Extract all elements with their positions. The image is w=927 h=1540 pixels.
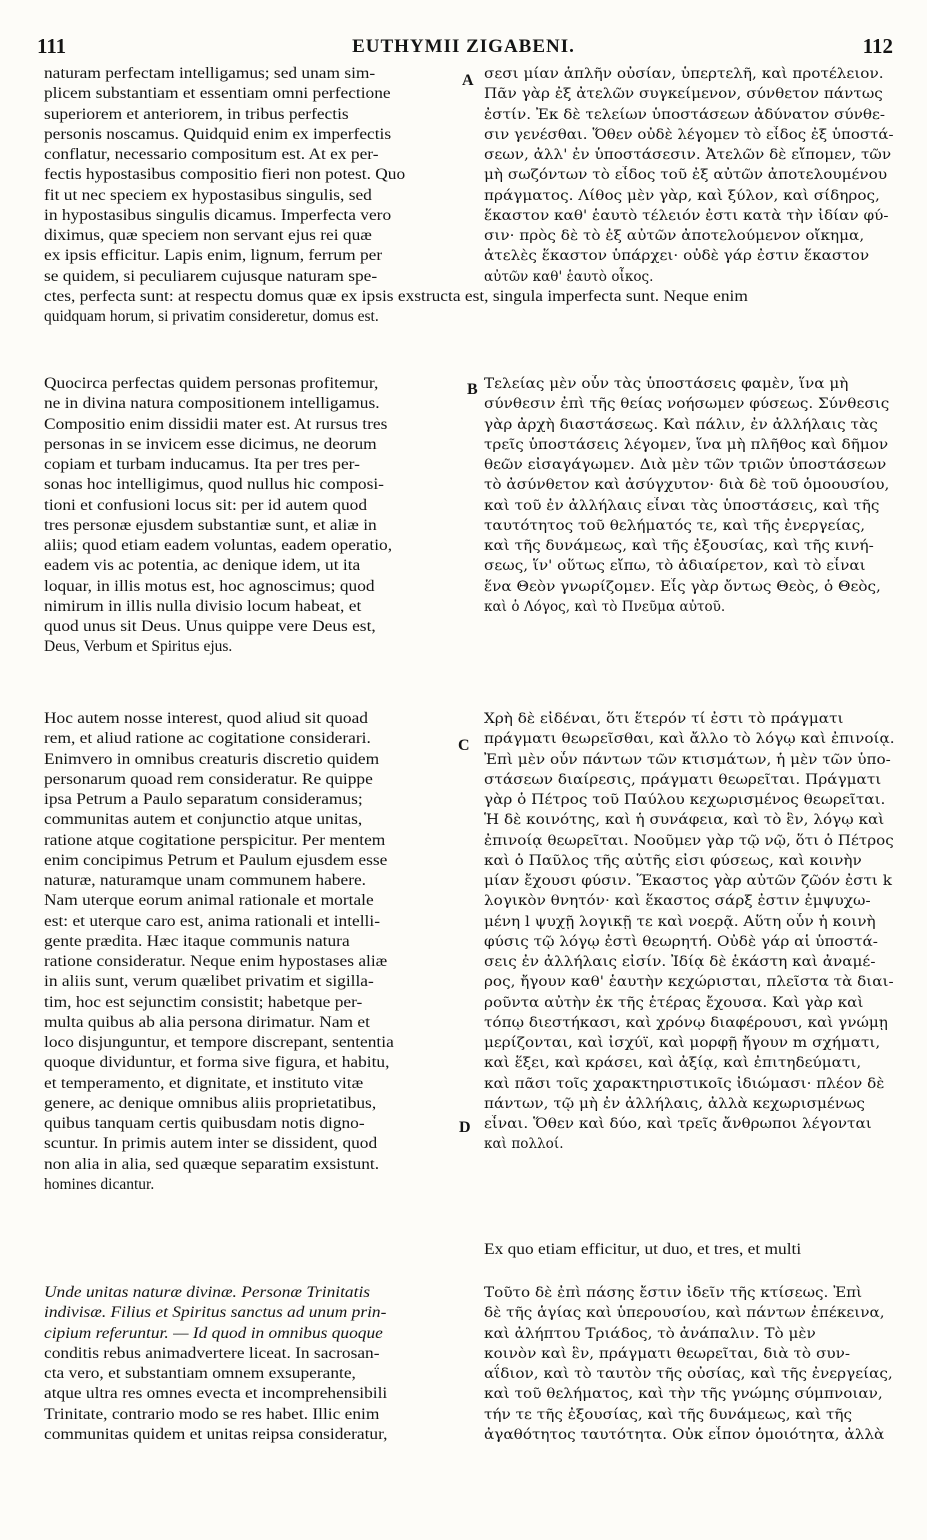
greek-line: καὶ τῆς δυνάμεως, καὶ τῆς ἐξουσίας, καὶ τῆς κινή- (484, 538, 874, 554)
latin-line: sonas hoc intelligimus, quod nullus hic composi- (44, 476, 384, 494)
greek-line: τρεῖς ὑποστάσεις λέγομεν, ἵνα μὴ πλῆθος καὶ δῆμον (484, 436, 889, 453)
greek-line: ρος, ἤγουν καθ' ἑαυτὴν κεχώρισται, πλεῖστα τὰ διαι- (484, 974, 894, 991)
latin-line: conditis rebus animadvertere liceat. In sacrosan- (44, 1344, 380, 1362)
greek-line: αΐδιον, καὶ τὸ ταυτὸν τῆς οὐσίας, καὶ τῆς ἐνεργείας, (484, 1366, 893, 1382)
greek-line: καὶ τοῦ θελήματος, καὶ τὴν τῆς γνώμης σύμπνοιαν, (484, 1386, 883, 1403)
latin-line: ex ipsis efficitur. Lapis enim, lignum, ferrum per (44, 247, 383, 265)
greek-line: ταυτότητος τοῦ θελήματός τε, καὶ τῆς ἐνεργείας, (484, 517, 866, 534)
greek-line: μένη l ψυχῇ λογικῇ τε καὶ νοερᾷ. Αὕτη οὖν ἡ κοινὴ (484, 913, 876, 930)
latin-line: loquar, in illis motus est, hoc agnoscimus; quod (44, 577, 375, 595)
latin-line: non alia in alia, sed quæque separatim exsistunt. (44, 1155, 380, 1173)
greek-line: πράγματος. Λίθος μὲν γὰρ, καὶ ξύλον, καὶ σίδηρος, (484, 187, 880, 204)
greek-line: γὰρ ὁ Πέτρος τοῦ Παύλου κεχωρισμένος θεωρεῖται. (484, 792, 886, 808)
page-header (0, 34, 927, 62)
latin-line: Unde unitas naturæ divinæ. Personæ Trinitatis (44, 1284, 371, 1301)
latin-line: fectis hypostasibus compositio fieri non potest. Quo (44, 166, 406, 184)
latin-line: personarum quoad rem consideratur. Re quippe (44, 770, 373, 788)
greek-line: τήν τε τῆς ἐξουσίας, καὶ τῆς δυνάμεως, καὶ τῆς (484, 1406, 853, 1423)
greek-line: κοινὸν καὶ ἓν, πράγματι θεωρεῖται, διὰ τὸ συν- (484, 1345, 850, 1362)
latin-line: genere, ac denique omnibus aliis proprietatibus, (44, 1094, 377, 1112)
margin-marker-c: C (458, 737, 470, 754)
latin-line: conflatur, necessario compositum est. At ex per- (44, 146, 379, 163)
greek-line: πράγματι θεωρεῖσθαι, καὶ ἄλλο τὸ λόγῳ καὶ ἐπινοίᾳ. (484, 731, 895, 748)
latin-line: naturæ, naturamque unam communem habere. (44, 872, 367, 889)
latin-line: ratione consideratur. Neque enim hypostases aliæ (44, 953, 388, 970)
latin-line: est: et uterque caro est, anima rationali et intelli- (44, 912, 380, 930)
greek-line: ἕνα Θεὸν γνωρίζομεν. Εἷς γὰρ ὄντως Θεὸς, ὁ Θεὸς, (484, 578, 881, 595)
greek-line: μίαν ἔχουσι φύσιν. Ἕκαστος γὰρ αὐτῶν ζῶόν ἐστι k (484, 873, 892, 889)
latin-line: tim, hoc est sejunctim consistit; habetque per- (44, 993, 363, 1011)
greek-line: εἶναι. Ὅθεν καὶ δύο, καὶ τρεῖς ἄνθρωποι λέγονται (484, 1116, 872, 1132)
greek-line: Τελείας μὲν οὖν τὰς ὑποστάσεις φαμὲν, ἵνα μὴ (484, 376, 849, 392)
greek-line: Ἡ δὲ κοινότης, καὶ ἡ συνάφεια, καὶ τὸ ἓν, λόγῳ καὶ (484, 812, 885, 829)
latin-line: naturam perfectam intelligamus; sed unam sim- (44, 65, 376, 82)
latin-line: in aliis sunt, verum quælibet privatim et sigilla- (44, 973, 374, 991)
latin-line: Trinitate, contrario modo se res habet. Illic enim (44, 1405, 380, 1423)
greek-line: Τοῦτο δὲ ἐπὶ πάσης ἔστιν ἰδεῖν τῆς κτίσεως. Ἐπὶ (484, 1285, 863, 1301)
latin-line: Nam uterque eorum animal rationale et mortale (44, 892, 374, 910)
greek-line: φύσις τῷ λόγῳ ἐστὶ θεωρητή. Οὐδὲ γάρ αἱ ὑποστά- (484, 933, 878, 950)
greek-line: αὐτῶν καθ' ἑαυτὸ οἶκος. (484, 268, 654, 285)
latin-line: diximus, quæ speciem non servant ejus rei quæ (44, 227, 372, 244)
margin-marker-a: A (462, 72, 474, 89)
greek-line: καὶ πᾶσι τοῖς χαρακτηριστικοῖς ἰδιώμασι· πλέον δὲ (484, 1075, 885, 1092)
greek-line: γὰρ ἀρχὴ διαστάσεως. Καὶ πάλιν, ἐν ἀλλήλαις τὰς (484, 416, 878, 433)
greek-line: σύνθεσιν ἐπὶ τῆς θείας νοήσωμεν φύσεως. Σύνθεσις (484, 396, 890, 413)
latin-line: cipium referuntur. — Id quod in omnibus quoque (44, 1324, 383, 1342)
latin-line: atque ultra res omnes evecta et incomprehensibili (44, 1385, 388, 1403)
latin-line: superiorem et anteriorem, in tribus perfectis (44, 105, 349, 123)
latin-line: Hoc autem nosse interest, quod aliud sit quoad (44, 710, 368, 727)
greek-line: σεις ἐν ἀλλήλαις εἰσίν. Ἰδίᾳ δὲ ἑκάστη καὶ ἀναμέ- (484, 954, 876, 970)
greek-line: θεῶν εἰσαγάγωμεν. Διὰ μὲν τῶν τριῶν ὑποστάσεων (484, 457, 887, 473)
greek-line: Πᾶν γὰρ ἐξ ἀτελῶν συγκείμενον, σύνθετον πάντως (484, 86, 883, 103)
latin-line: tres personæ ejusdem substantiæ sunt, et aliæ in (44, 516, 377, 534)
greek-line: πάντων, τῷ μὴ ἐν ἀλλήλαις, ἀλλὰ κεχωρισμένως (484, 1095, 865, 1112)
latin-line: fit ut nec speciem ex hypostasibus singulis, sed (44, 186, 372, 204)
latin-line: Deus, Verbum et Spiritus ejus. (44, 638, 233, 656)
greek-line: στάσεων διαίρεσις, πράγματι θεωρεῖται. Πράγματι (484, 771, 882, 788)
greek-line: ἀτελὲς ἕκαστον ὑπάρχει· οὐδὲ γάρ ἐστιν ἕκαστον (484, 248, 870, 265)
greek-line: λογικὸν θνητόν· καὶ ἕκαστος σάρξ ἐστιν ἐμψυχω- (484, 893, 871, 910)
left-page-number: 111 (37, 34, 67, 58)
latin-continuation-line: Ex quo etiam efficitur, ut duo, et tres, et multi (484, 1241, 802, 1258)
running-title: EUTHYMII ZIGABENI. (352, 36, 575, 57)
latin-line: ratione atque cogitatione perspicitur. Per mentem (44, 831, 386, 849)
greek-line: καὶ τοῦ ἐν ἀλλήλαις εἶναι τὰς ὑποστάσεις, καὶ τῆς (484, 497, 880, 514)
greek-line: Χρὴ δὲ εἰδέναι, ὅτι ἕτερόν τί ἐστι τὸ πράγματι (484, 711, 844, 727)
greek-line: καὶ ἕξει, καὶ κράσει, καὶ ἀξίᾳ, καὶ ἐπιτηδεύματι, (484, 1055, 862, 1072)
greek-line: δὲ τῆς ἁγίας καὶ ὑπερουσίου, καὶ πάντων ἐπέκεινα, (484, 1305, 885, 1322)
greek-line: καὶ ὁ Λόγος, καὶ τὸ Πνεῦμα αὐτοῦ. (484, 598, 726, 615)
latin-line: loco disjunguntur, et tempore discrepant, sententia (44, 1034, 394, 1051)
latin-line: aliis; quod etiam eadem voluntas, eadem operatio, (44, 537, 393, 554)
latin-line: cta vero, et substantiam omnem exsuperante, (44, 1365, 356, 1382)
greek-line: μὴ σωζόντων τὸ εἶδος τοῦ ἐξ αὐτῶν ἀποτελουμένου (484, 167, 888, 184)
latin-line: nimirum in illis nulla divisio locum habeat, et (44, 597, 362, 615)
margin-marker-b: B (467, 381, 478, 398)
greek-line: καὶ ἀλήπτου Τριάδος, τὸ ἀνάπαλιν. Τὸ μὲν (484, 1325, 816, 1342)
latin-line: communitas quidem et unitas reipsa consideratur, (44, 1425, 388, 1443)
latin-line: scuntur. In primis autem inter se dissident, quod (44, 1135, 378, 1153)
latin-line: personis noscamus. Quidquid enim ex imperfectis (44, 125, 392, 143)
greek-line: ἀγαθότητος ταυτότητα. Οὐκ εἶπον ὁμοιότητα, ἀλλὰ (484, 1426, 885, 1443)
latin-line: quod unus sit Deus. Unus quippe vere Deus est, (44, 618, 376, 635)
latin-line: multa quibus ab alia persona dirimatur. Nam et (44, 1013, 370, 1031)
full-width-line: ctes, perfecta sunt: at respectu domus quæ ex ipsis exstructa est, singula imperfecta sunt. Neque enim (44, 288, 748, 305)
latin-line: plicem substantiam et essentiam omni perfectione (44, 85, 391, 103)
latin-line: ipsa Petrum a Paulo separatum consideramus; (44, 791, 363, 808)
greek-line: σεως, ἵν' οὕτως εἴπω, τὸ ἀδιαίρετον, καὶ τὸ εἶναι (484, 558, 866, 575)
latin-line: ne in divina natura compositionem intelligamus. (44, 395, 380, 413)
latin-line: indivisæ. Filius et Spiritus sanctus ad unum prin- (44, 1304, 387, 1322)
latin-line: et temperamento, et dignitate, et instituto vitæ (44, 1074, 364, 1092)
greek-line: ροῦντα αὐτὴν ἐκ τῆς ἑτέρας ἔχουσα. Καὶ γὰρ καὶ (484, 994, 864, 1011)
margin-marker-d: D (459, 1119, 471, 1136)
latin-line: personas in se invicem esse dicimus, ne deorum (44, 435, 377, 453)
greek-line: ἕκαστον καθ' ἑαυτὸ τέλειόν ἐστι κατὰ τὴν ἰδίαν φύ- (484, 207, 889, 224)
latin-line: quibus tanquam certis quibusdam notis digno- (44, 1115, 365, 1132)
latin-line: quoque dividuntur, et forma sive figura, et habitu, (44, 1054, 390, 1072)
latin-line: in hypostasibus singulis dicamus. Imperfecta vero (44, 206, 392, 224)
greek-line: τόπῳ διεστήκασι, καὶ χρόνῳ διαφέρουσι, καὶ γνώμῃ (484, 1014, 888, 1031)
greek-line: τὸ ἀσύνθετον καὶ ἀσύγχυτον· διὰ δὲ τοῦ ὁμοουσίου, (484, 477, 890, 494)
latin-line: communitas autem et conjunctio atque unitas, (44, 811, 363, 829)
greek-line: σεσι μίαν ἁπλῆν οὐσίαν, ὑπερτελῆ, καὶ προτέλειον. (484, 66, 884, 82)
latin-line: eadem vis ac potentia, ac denique idem, ut ita (44, 557, 361, 575)
greek-line: σιν· πρὸς δὲ τὸ ἐξ αὐτῶν ἀποτελούμενον οἴκημα, (484, 228, 865, 244)
greek-line: ἐστίν. Ἐκ δὲ τελείων ὑποστάσεων ἀδύνατον σύνθε- (484, 106, 886, 123)
latin-line: gente prædita. Hæc itaque communis natura (44, 932, 350, 950)
latin-line: se quidem, si peculiarem cujusque naturam spe- (44, 267, 378, 285)
greek-line: Ἐπὶ μὲν οὖν πάντων τῶν κτισμάτων, ἡ μὲν τῶν ὑπο- (484, 751, 891, 768)
greek-line: σιν γενέσθαι. Ὅθεν οὐδὲ λέγομεν τὸ εἶδος ἐξ ὑποστά- (484, 126, 894, 143)
latin-line: Enimvero in omnibus creaturis discretio quidem (44, 750, 380, 768)
latin-line: tioni et confusioni locus sit: per id autem quod (44, 496, 368, 514)
latin-line: enim concipimus Petrum et Paulum ejusdem esse (44, 851, 388, 869)
greek-line: ἐπινοίᾳ θεωρεῖται. Νοοῦμεν γὰρ τῷ νῷ, ὅτι ὁ Πέτρος (484, 832, 894, 849)
greek-line: σεων, ἀλλ' ἐν ὑποστάσεσιν. Ἀτελῶν δὲ εἴπομεν, τῶν (484, 147, 892, 163)
latin-line: Quocirca perfectas quidem personas profitemur, (44, 375, 379, 392)
greek-line: καὶ ὁ Παῦλος τῆς αὐτῆς εἰσι φύσεως, καὶ κοινὴν (484, 852, 862, 869)
latin-line: copiam et turbam inducamus. Ita per tres per- (44, 456, 360, 473)
greek-line: μερίζονται, καὶ ἰσχύϊ, καὶ μορφῇ ἤγουν m σχήματι, (484, 1035, 881, 1051)
right-page-number: 112 (862, 34, 893, 58)
latin-line: rem, et aliud ratione ac cogitatione considerari. (44, 730, 371, 748)
greek-line: καὶ πολλοί. (484, 1136, 564, 1153)
latin-line: homines dicantur. (44, 1175, 155, 1193)
full-width-line: quidquam horum, si privatim consideretur, domus est. (44, 308, 379, 326)
latin-line: Compositio enim dissidii mater est. At rursus tres (44, 415, 388, 433)
